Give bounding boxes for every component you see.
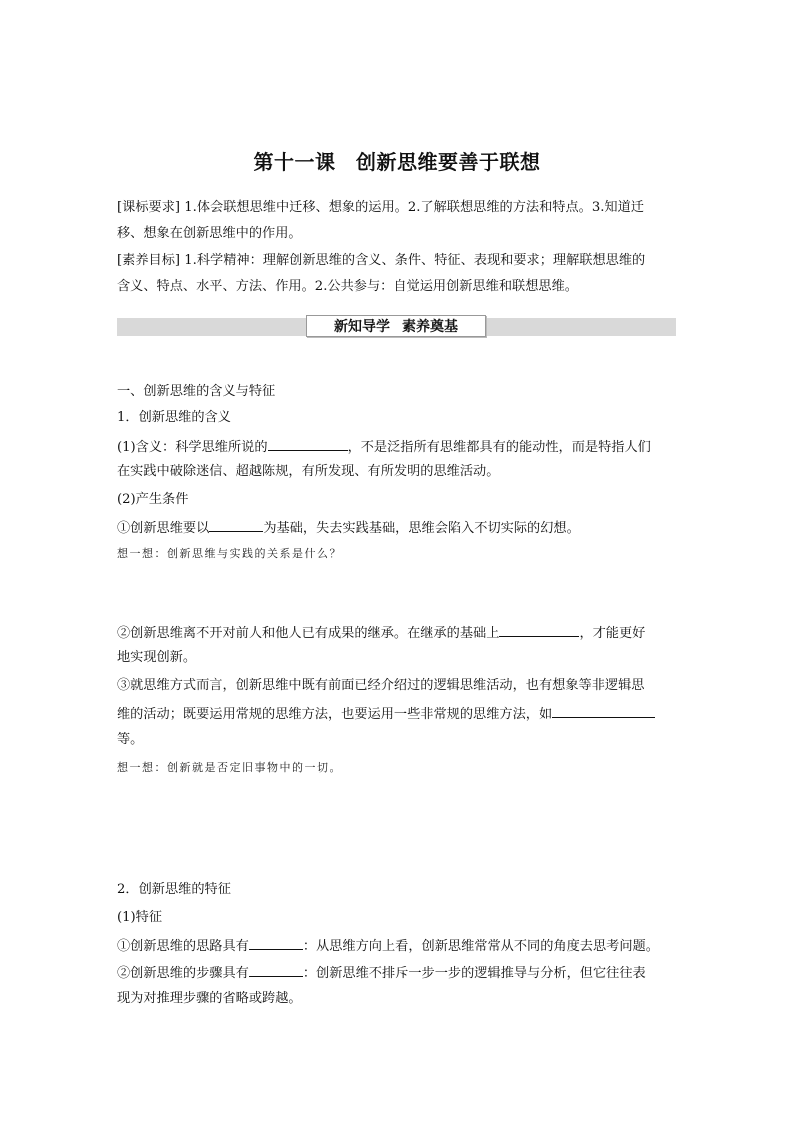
text-run: ②创新思维离不开对前人和他人已有成果的继承。在继承的基础上 [117, 626, 500, 641]
goals-line-2: 含义、特点、水平、方法、作用。2.公共参与：自觉运用创新思维和联想思维。 [117, 279, 578, 294]
section1-heading: 一、创新思维的含义与特征 [117, 384, 276, 399]
fill-blank[interactable] [209, 517, 263, 532]
condition-1 [117, 517, 677, 539]
text-run: ，不是泛指所有思维都具有的能动性，而是特指人们 [347, 440, 651, 455]
condition-2-line-1 [117, 622, 677, 644]
subsection-2-heading: 2．创新思维的特征 [117, 882, 231, 897]
definition-line-2: 在实践中破除迷信、超越陈规，有所发现、有所发明的思维活动。 [117, 464, 500, 479]
fill-blank[interactable] [268, 436, 348, 451]
goals-label: [素养目标] [117, 253, 181, 268]
fill-blank[interactable] [249, 962, 303, 977]
lesson-title: 第十一课 创新思维要善于联想 [253, 150, 541, 174]
feature-2-line-1 [117, 962, 677, 984]
think-question-2: 想一想：创新就是否定旧事物中的一切。 [117, 761, 342, 774]
banner-left-text: 新知导学 [334, 319, 390, 335]
section-banner [306, 315, 486, 337]
fill-blank[interactable] [552, 703, 655, 718]
fill-blank[interactable] [249, 935, 303, 950]
condition-3-line-2 [117, 703, 677, 725]
standards-text-1: 1.体会联想思维中迁移、想象的运用。2.了解联想思维的方法和特点。3.知道迁 [184, 200, 644, 215]
condition-2-line-2: 地实现创新。 [117, 650, 197, 665]
features-heading: (1)特征 [117, 910, 163, 925]
standards-label: [课标要求] [117, 200, 181, 215]
text-run: ：从思维方向上看，创新思维常常从不同的角度去思考问题。 [302, 939, 659, 954]
condition-3-line-1: ③就思维方式而言，创新思维中既有前面已经介绍过的逻辑思维活动，也有想象等非逻辑思 [117, 678, 645, 693]
condition-3-line-3: 等。 [117, 732, 144, 747]
text-run: ②创新思维的步骤具有 [117, 966, 249, 981]
text-run: ①创新思维的思路具有 [117, 939, 249, 954]
feature-2-line-2: 现为对推理步骤的省略或跨越。 [117, 991, 302, 1006]
text-run: ：创新思维不排斥一步一步的逻辑推导与分析，但它往往表 [302, 966, 646, 981]
goals-line-1 [117, 251, 677, 271]
goals-text-1: 1.科学精神：理解创新思维的含义、条件、特征、表现和要求；理解联想思维的 [184, 253, 646, 268]
think-question-1: 想一想：创新思维与实践的关系是什么？ [117, 547, 342, 560]
standards-line-1 [117, 198, 677, 218]
text-run: ，才能更好 [579, 626, 646, 641]
standards-line-2: 移、想象在创新思维中的作用。 [117, 226, 302, 241]
subsection-1-heading: 1．创新思维的含义 [117, 410, 231, 425]
feature-1 [117, 935, 677, 957]
text-run: ①创新思维要以 [117, 521, 210, 536]
definition-line-1 [117, 436, 677, 458]
fill-blank[interactable] [499, 622, 579, 637]
text-run: 维的活动；既要运用常规的思维方法，也要运用一些非常规的思维方法，如 [117, 707, 553, 722]
text-run: (1)含义：科学思维所说的 [117, 440, 268, 455]
conditions-heading: (2)产生条件 [117, 492, 189, 507]
banner-right-text: 素养奠基 [402, 319, 458, 335]
text-run: 为基础，失去实践基础，思维会陷入不切实际的幻想。 [263, 521, 580, 536]
